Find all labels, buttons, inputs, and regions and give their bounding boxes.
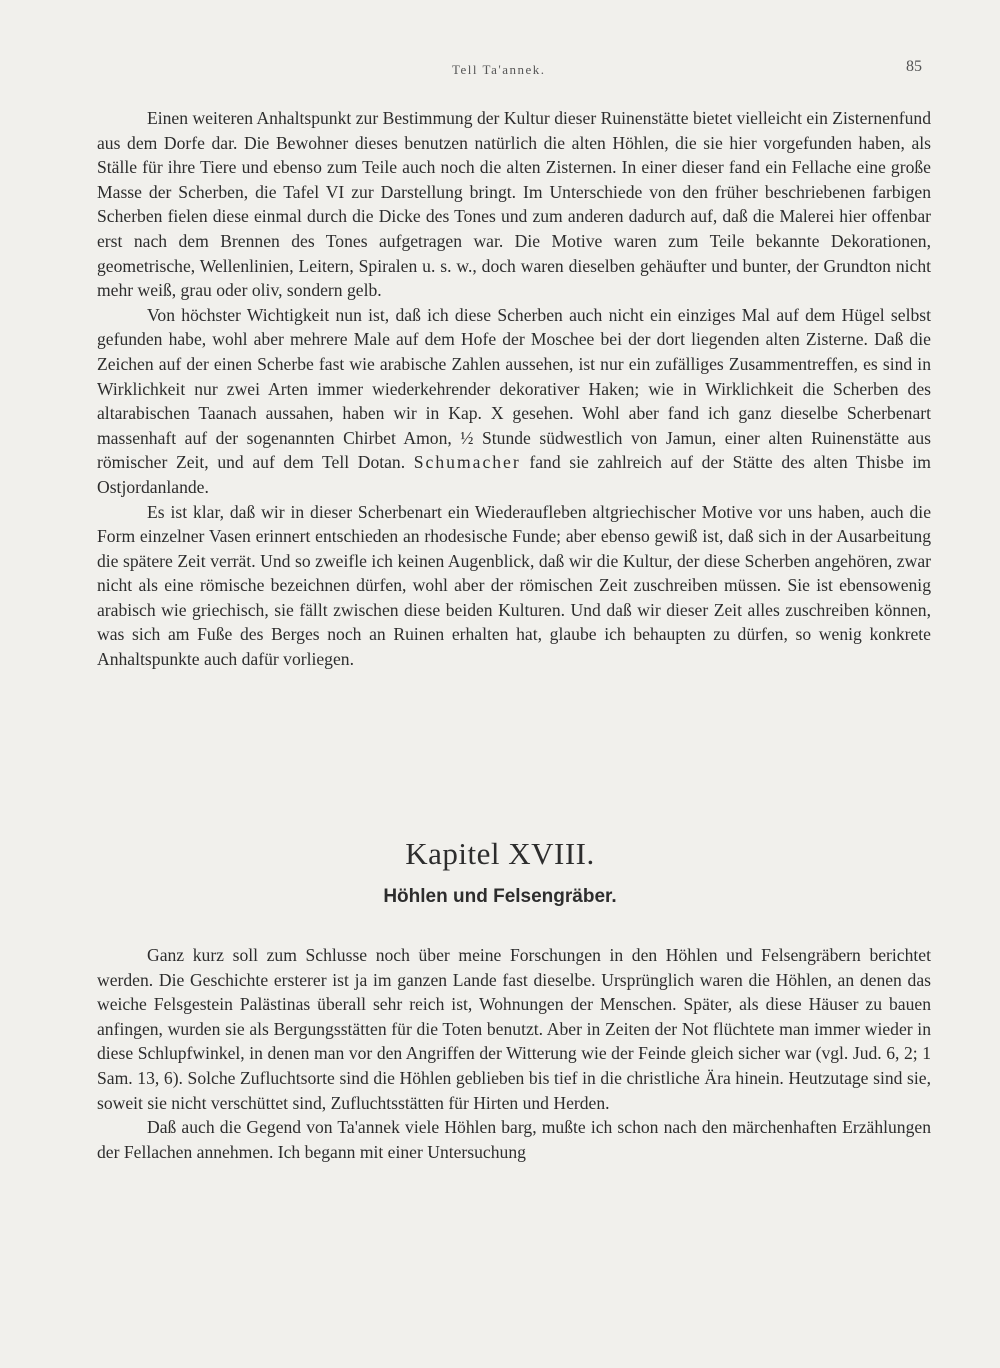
paragraph-hoechste-wichtigkeit <box>97 303 931 500</box>
paragraph-main-text: Von höchster Wichtigkeit nun ist, daß ich diese Scherben auch nicht ein einziges Mal auf dem Hügel selbst gefunden habe, wohl aber mehrere Male auf dem Hofe der Moschee bei der dort liegenden alten Zisterne. Daß die Zeichen auf der einen Scherbe fast wie arabische Zahlen aussehen, ist nur ein zufälliges Zusammentreffen, es sind in Wirklichkeit nur zwei Arten immer wiederkehrender dekorativer Haken; wie in Wirklichkeit die Scherben des altarabischen Taanach aussahen, haben wir in Kap. X gesehen. Wohl aber fand ich ganz dieselbe Scherbenart massenhaft auf der sogenannten Chirbet Amon, ½ Stunde südwestlich von Jamun, einer alten Ruinenstätte aus römischer Zeit, und auf dem Tell Dotan. <box>97 304 931 473</box>
chapter-subtitle: Höhlen und Felsengräber. <box>383 886 617 907</box>
paragraph-hoehlen: Ganz kurz soll zum Schlusse noch über meine Forschungen in den Höhlen und Felsengräbern berichtet werden. Die Geschichte ersterer ist ja im ganzen Lande fast dieselbe. Ursprünglich waren die Höhlen, an denen das weiche Felsgestein Palästinas überall sehr reich ist, Wohnungen der Menschen. Später, als diese Häuser zu bauen anfingen, wurden sie als Bergungsstätten für die Toten benutzt. Aber in Zeiten der Not flüchtete man immer wieder in diese Schlupfwinkel, in denen man vor den Angriffen der Witterung wie der Feinde gleich sicher war (vgl. Jud. 6, 2; 1 Sam. 13, 6). Solche Zufluchtsorte sind die Höhlen geblieben bis tief in die christliche Ära hinein. Heutzutage sind sie, soweit sie nicht verschüttet sind, Zufluchtsstätten für Hirten und Herden. <box>97 945 931 1113</box>
running-head: Tell Ta'annek. <box>452 62 546 77</box>
paragraph-scherbenart: Es ist klar, daß wir in dieser Scherbenart ein Wiederaufleben altgriechischer Motive vor uns haben, auch die Form einzelner Vasen erinnert entschieden an rhodesische Funde; aber ebenso gewiß ist, daß sich in der Ausarbeitung die spätere Zeit verrät. Und so zweifle ich keinen Augenblick, daß wir die Kultur, der diese Scherben angehören, zwar nicht als eine römische bezeichnen dürfen, wohl aber der römischen Zeit zuschreiben müssen. Sie ist ebensowenig arabisch wie griechisch, sie fällt zwischen diese beiden Kulturen. Und daß wir dieser Zeit alles zuschreiben können, was sich am Fuße des Berges noch an Ruinen erhalten hat, glaube ich behaupten zu dürfen, so wenig konkrete Anhaltspunkte auch dafür vorliegen. <box>97 501 931 670</box>
chapter-title: Kapitel XVIII. <box>405 836 595 871</box>
text-block-lower <box>97 943 931 1164</box>
paragraph-zisternenfund: Einen weiteren Anhaltspunkt zur Bestimmung der Kultur dieser Ruinenstätte bietet vielleicht ein Zisternenfund aus dem Dorfe dar. Die Bewohner dieses benutzen natürlich die alten Höhlen, die sie hier vorgefunden haben, als Ställe für ihre Tiere und ebenso zum Teile auch noch die alten Zisternen. In einer dieser fand ein Fellache eine große Masse der Scherben, die Tafel VI zur Darstellung bringt. Im Unterschiede von den früher beschriebenen farbigen Scherben fielen diese einmal durch die Dicke des Tones und zum anderen dadurch auf, daß die Malerei hier offenbar erst nach dem Brennen des Tones aufgetragen war. Die Motive waren zum Teile bekannte Dekorationen, geometrische, Wellenlinien, Leitern, Spiralen u. s. w., doch waren dieselben gehäufter und bunter, der Grundton nicht mehr weiß, grau oder oliv, sondern gelb. <box>97 108 931 301</box>
text-block-upper <box>97 106 931 672</box>
paragraph-taannek: Daß auch die Gegend von Ta'annek viele Höhlen barg, mußte ich schon nach den märchenhaften Erzählungen der Fellachen annehmen. Ich begann mit einer Untersuchung <box>97 1117 931 1162</box>
page-number: 85 <box>906 58 922 75</box>
paragraph-tail: fand sie zahlreich auf der Stätte des alten Thisbe im Ostjordanlande. <box>97 452 931 497</box>
name-schumacher: Schumacher <box>413 452 521 473</box>
